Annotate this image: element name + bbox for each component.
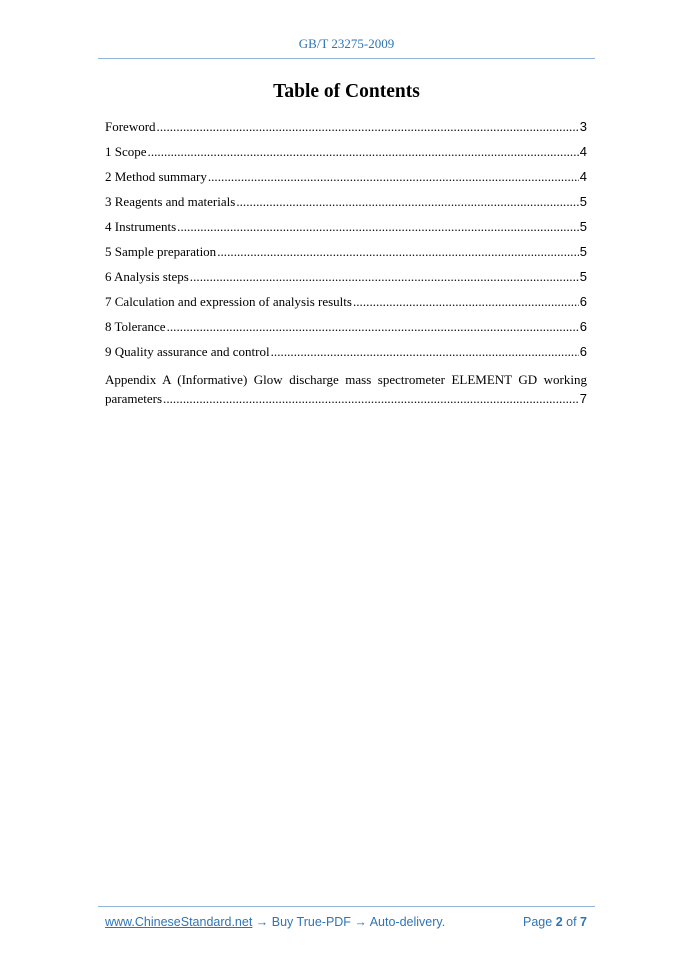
toc-leader-dots xyxy=(167,319,579,335)
toc-entry-reagents[interactable] xyxy=(105,194,587,219)
toc-entry-sample-preparation[interactable] xyxy=(105,244,587,269)
toc-leader-dots xyxy=(163,391,579,407)
toc-entry-page: 7 xyxy=(579,391,587,406)
toc-leader-dots xyxy=(353,294,579,310)
toc-entry-title: Foreword xyxy=(105,119,156,134)
toc-entry-title: 5 Sample preparation xyxy=(105,244,217,259)
toc-entry-title: 7 Calculation and expression of analysis results xyxy=(105,294,352,309)
toc-entry-title: 2 Method summary xyxy=(105,169,207,184)
toc-entry-page: 6 xyxy=(579,294,587,309)
toc-entry-quality-assurance[interactable] xyxy=(105,344,587,369)
toc-entry-analysis-steps[interactable] xyxy=(105,269,587,294)
toc-entry-title: 4 Instruments xyxy=(105,219,177,234)
page-footer xyxy=(105,915,587,929)
toc-leader-dots xyxy=(190,269,579,285)
toc-entry-foreword[interactable] xyxy=(105,119,587,144)
toc-leader-dots xyxy=(271,344,579,360)
footer-divider xyxy=(98,906,595,907)
toc-leader-dots xyxy=(236,194,578,210)
current-page: 2 xyxy=(555,915,563,929)
header-divider xyxy=(98,58,595,59)
footer-promo xyxy=(105,915,445,929)
toc-entry-page: 4 xyxy=(579,144,587,159)
page-label: Page xyxy=(523,915,553,929)
toc-entry-page: 5 xyxy=(579,244,587,259)
toc-leader-dots xyxy=(177,219,579,235)
toc-entry-appendix-a[interactable] xyxy=(105,372,587,407)
toc-entry-page: 6 xyxy=(579,319,587,334)
toc-entry-page: 5 xyxy=(579,194,587,209)
toc-entry-title: 6 Analysis steps xyxy=(105,269,189,284)
standard-code-header: GB/T 23275-2009 xyxy=(298,36,395,51)
site-link[interactable]: www.ChineseStandard.net xyxy=(105,915,253,929)
toc-entry-page: 4 xyxy=(579,169,587,184)
toc-entry-title: Appendix A (Informative) Glow discharge mass spectrometer ELEMENT GD working xyxy=(105,372,587,387)
toc-entry-tolerance[interactable] xyxy=(105,319,587,344)
toc-entry-page: 5 xyxy=(579,219,587,234)
toc-entry-page: 6 xyxy=(579,344,587,359)
page-of-label: of xyxy=(566,915,577,929)
total-pages: 7 xyxy=(580,915,587,929)
toc-entry-instruments[interactable] xyxy=(105,219,587,244)
toc-entry-title: 9 Quality assurance and control xyxy=(105,344,270,359)
toc-leader-dots xyxy=(148,144,579,160)
toc-entry-title-continued: parameters xyxy=(105,391,163,406)
toc-title: Table of Contents xyxy=(273,81,420,102)
toc-entry-calculation[interactable] xyxy=(105,294,587,319)
toc-entry-title: 3 Reagents and materials xyxy=(105,194,236,209)
page-indicator xyxy=(523,915,587,929)
toc-leader-dots xyxy=(217,244,579,260)
toc-entry-page: 3 xyxy=(579,119,587,134)
toc-entry-title: 1 Scope xyxy=(105,144,147,159)
toc-leader-dots xyxy=(157,119,579,135)
toc-entry-page: 5 xyxy=(579,269,587,284)
toc-entry-scope[interactable] xyxy=(105,144,587,169)
toc-entry-continuation xyxy=(105,391,587,407)
toc-list xyxy=(105,119,587,407)
toc-entry-title: 8 Tolerance xyxy=(105,319,166,334)
footer-promo-text: → Buy True-PDF → Auto-delivery. xyxy=(252,915,446,929)
toc-leader-dots xyxy=(208,169,579,185)
toc-entry-method-summary[interactable] xyxy=(105,169,587,194)
